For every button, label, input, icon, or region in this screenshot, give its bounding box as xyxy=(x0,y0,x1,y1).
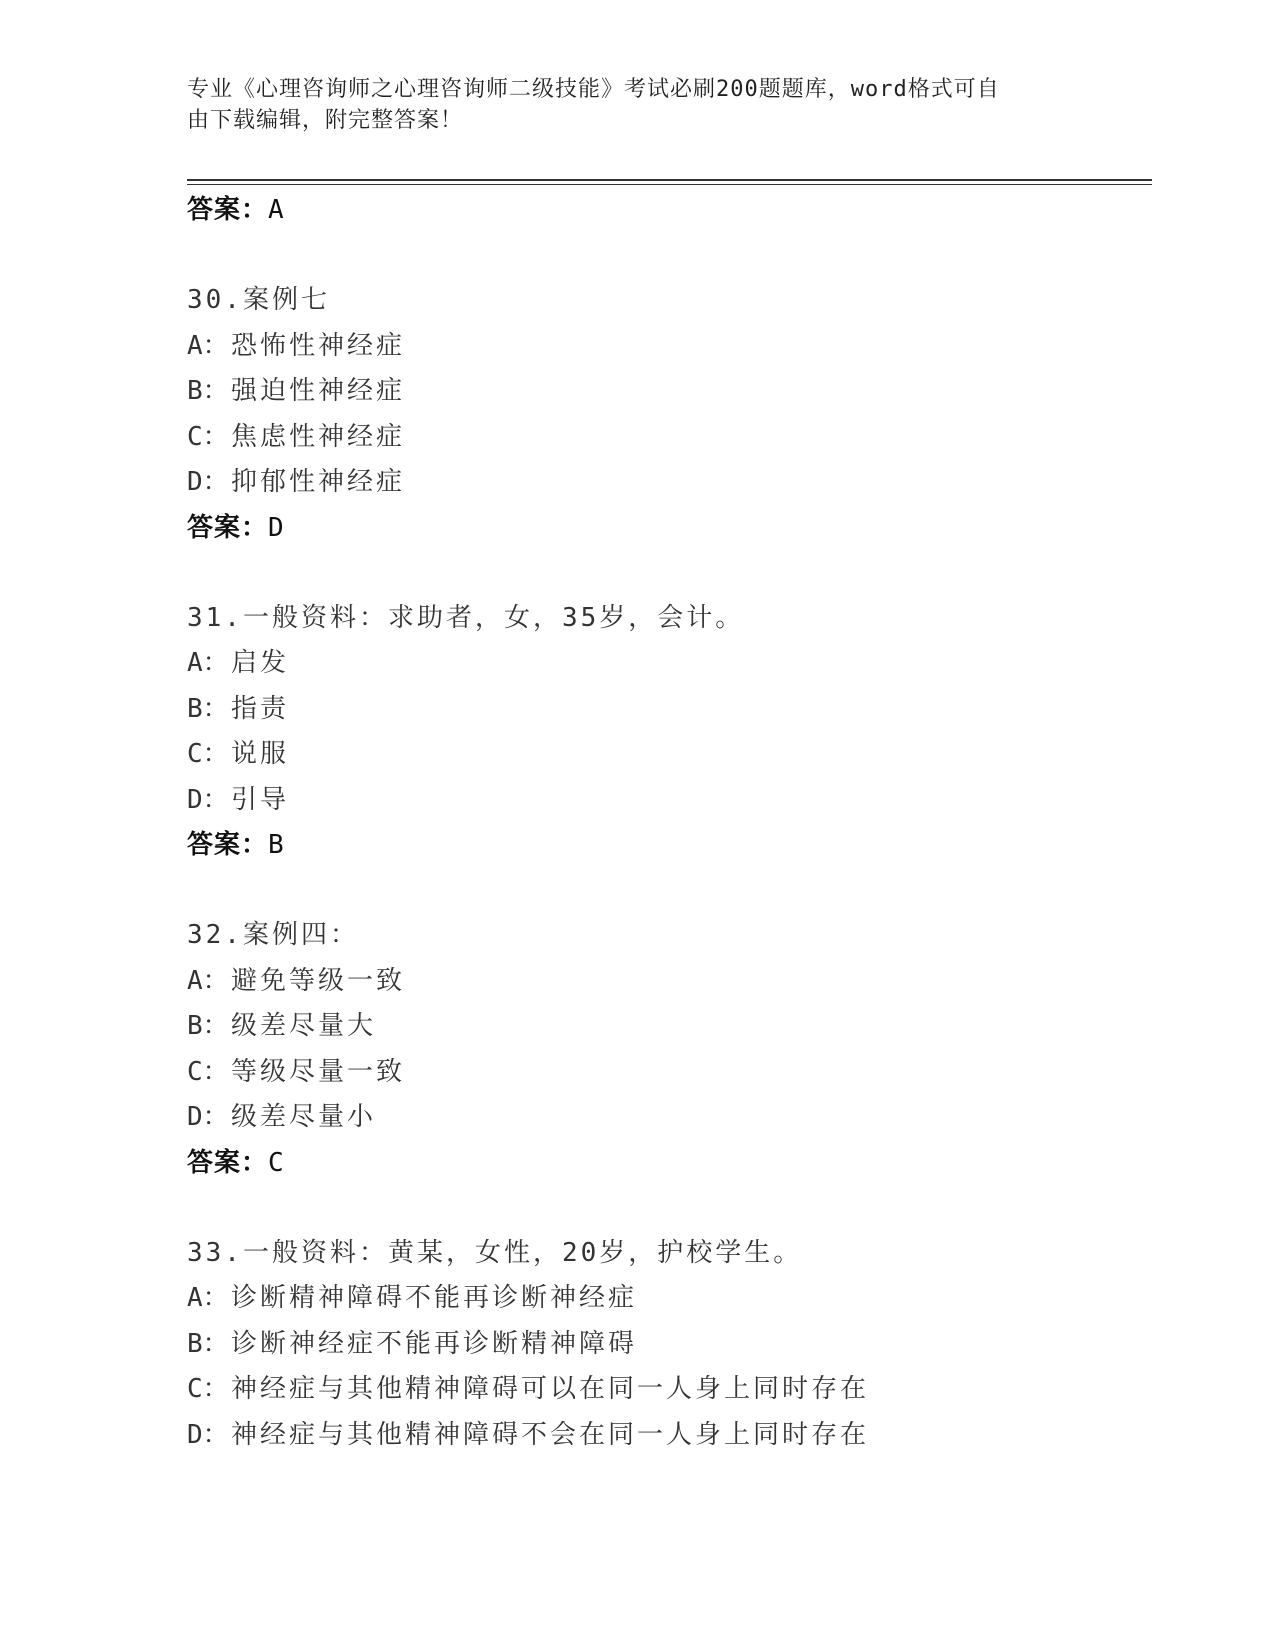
option-b xyxy=(187,1004,1147,1050)
option-a xyxy=(187,641,1147,687)
option-c xyxy=(187,1050,1147,1096)
option-d xyxy=(187,460,1147,506)
header-line-1: 专业《心理咨询师之心理咨询师二级技能》考试必刷200题题库，word格式可自 xyxy=(187,77,1000,102)
option-key: B： xyxy=(187,1328,229,1359)
option-b xyxy=(187,1322,1147,1368)
option-key: B： xyxy=(187,693,229,724)
option-text: 避免等级一致 xyxy=(231,965,406,996)
option-key: B： xyxy=(187,1011,229,1041)
option-d xyxy=(187,1413,1147,1459)
option-d xyxy=(187,1095,1147,1141)
document-header xyxy=(187,74,1067,136)
option-text: 强迫性神经症 xyxy=(231,376,406,406)
option-b xyxy=(187,369,1147,415)
spacer xyxy=(187,868,1147,913)
option-text: 级差尽量小 xyxy=(231,1102,377,1132)
option-key: B： xyxy=(187,376,229,406)
option-c xyxy=(187,415,1147,461)
option-text: 级差尽量大 xyxy=(231,1011,377,1041)
answer-label: 答案： xyxy=(187,512,269,543)
answer-label: 答案： xyxy=(187,195,269,225)
option-text: 启发 xyxy=(231,648,290,678)
answer-value: D xyxy=(268,512,285,543)
option-b xyxy=(187,687,1147,733)
question-text: 33.一般资料：黄某，女性，20岁，护校学生。 xyxy=(187,1237,803,1268)
question-text: 32.案例四： xyxy=(187,920,359,950)
option-text: 说服 xyxy=(231,739,290,769)
answer-value: C xyxy=(268,1147,285,1178)
answer-line xyxy=(187,823,1147,868)
option-text: 焦虑性神经症 xyxy=(231,421,406,452)
option-a xyxy=(187,959,1147,1005)
spacer xyxy=(187,233,1147,278)
question-text: 30.案例七 xyxy=(187,285,330,315)
option-key: A： xyxy=(187,1283,229,1313)
option-text: 指责 xyxy=(231,693,290,724)
option-text: 等级尽量一致 xyxy=(231,1056,406,1087)
spacer xyxy=(187,551,1147,596)
option-key: D： xyxy=(187,784,229,815)
answer-label: 答案： xyxy=(187,1147,269,1178)
answer-line xyxy=(187,506,1147,551)
answer-value: A xyxy=(268,195,285,225)
header-rule-thin xyxy=(187,184,1152,185)
option-text: 神经症与其他精神障碍可以在同一人身上同时存在 xyxy=(231,1374,870,1404)
option-key: C： xyxy=(187,739,229,769)
answer-line xyxy=(187,1141,1147,1186)
question-list xyxy=(187,188,1147,1458)
option-a xyxy=(187,1276,1147,1322)
option-text: 恐怖性神经症 xyxy=(231,330,406,361)
option-c xyxy=(187,1367,1147,1413)
option-key: D： xyxy=(187,1102,229,1132)
option-text: 诊断神经症不能再诊断精神障碍 xyxy=(231,1328,638,1359)
question-text: 31.一般资料：求助者，女，35岁，会计。 xyxy=(187,602,745,633)
answer-value: B xyxy=(268,830,285,860)
option-a xyxy=(187,324,1147,370)
option-text: 引导 xyxy=(231,784,290,815)
option-key: A： xyxy=(187,965,229,996)
option-text: 诊断精神障碍不能再诊断神经症 xyxy=(231,1283,638,1313)
option-key: C： xyxy=(187,1056,229,1087)
answer-line xyxy=(187,188,1147,233)
answer-label: 答案： xyxy=(187,830,269,860)
option-d xyxy=(187,778,1147,824)
option-text: 抑郁性神经症 xyxy=(231,467,406,497)
option-key: A： xyxy=(187,330,229,361)
header-rule-thick xyxy=(187,179,1152,181)
option-c xyxy=(187,732,1147,778)
option-key: D： xyxy=(187,1419,229,1450)
option-key: D： xyxy=(187,467,229,497)
option-key: C： xyxy=(187,421,229,452)
header-line-2: 由下载编辑，附完整答案！ xyxy=(187,108,464,133)
option-key: C： xyxy=(187,1374,229,1404)
option-text: 神经症与其他精神障碍不会在同一人身上同时存在 xyxy=(231,1419,870,1450)
spacer xyxy=(187,1186,1147,1231)
option-key: A： xyxy=(187,648,229,678)
